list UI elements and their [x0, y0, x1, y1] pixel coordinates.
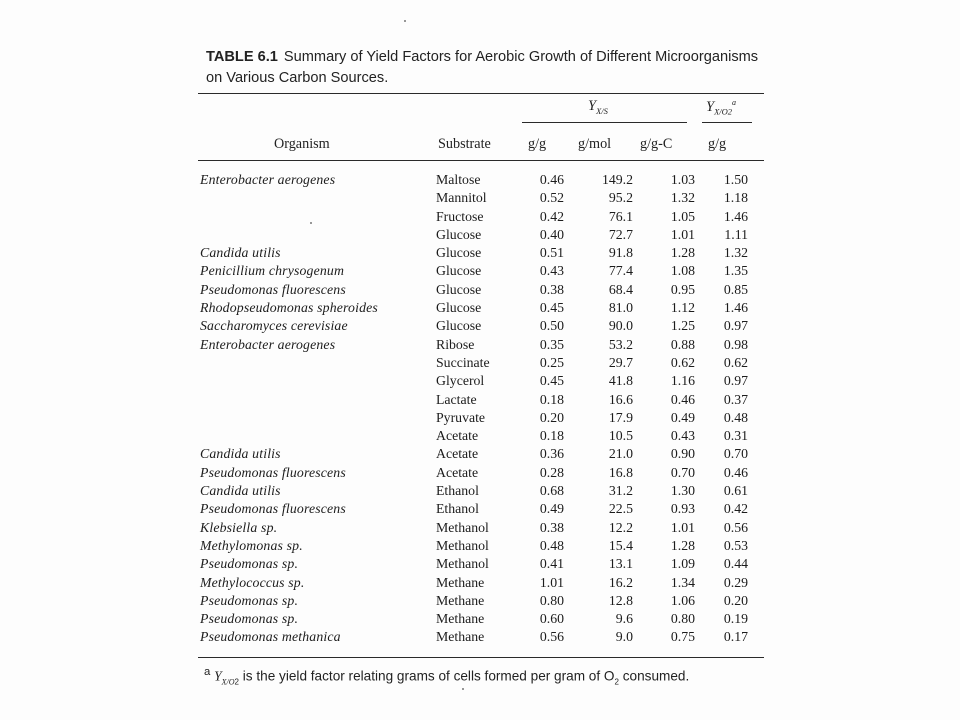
table-row: [200, 189, 748, 207]
yxs-gmol-cell: 91.8: [608, 245, 633, 261]
organism-cell: Methylomonas sp.: [200, 537, 303, 553]
substrate-cell: Ethanol: [436, 501, 479, 517]
top-rule: [198, 93, 764, 94]
yxo-gg-cell: 1.46: [723, 300, 748, 316]
table-row: [200, 592, 748, 610]
organism-cell: Candida utilis: [200, 446, 281, 462]
substrate-cell: Glucose: [436, 226, 482, 242]
yxo-gg-cell: 1.50: [723, 172, 748, 187]
yxs-gg-cell: 1.01: [539, 574, 564, 590]
caption-text: Summary of Yield Factors for Aerobic Growth of Different Microorganisms on Various Carbon Sources.: [206, 49, 759, 86]
yxs-gmol-cell: 90.0: [608, 318, 633, 334]
yxs-gmol-cell: 21.0: [608, 446, 633, 462]
yxs-gmol-cell: 68.4: [608, 281, 633, 297]
substrate-cell: Ethanol: [436, 483, 479, 499]
yxs-ggc-cell: 1.28: [670, 245, 695, 261]
yxs-ggc-cell: 1.16: [670, 373, 695, 389]
yxs-ggc-cell: 1.25: [670, 318, 695, 334]
yxs-ggc-cell: 1.01: [670, 519, 695, 535]
organism-cell: Enterobacter aerogenes: [200, 336, 336, 352]
table-row: [200, 519, 748, 537]
substrate-cell: Methanol: [436, 537, 489, 553]
yxo-gg-cell: 1.35: [723, 263, 748, 279]
substrate-cell: Acetate: [436, 428, 479, 444]
yxs-gg-cell: 0.35: [539, 336, 564, 352]
yxs-span-rule: [522, 122, 687, 123]
yxs-gmol-cell: 12.8: [608, 592, 633, 608]
organism-cell: Pseudomonas sp.: [200, 556, 299, 572]
organism-cell: [200, 208, 436, 226]
table-row: [200, 317, 748, 335]
yxo-gg-cell: 0.97: [723, 373, 748, 389]
yxs-gg-cell: 0.50: [539, 318, 564, 334]
yxs-gmol-cell: 29.7: [608, 354, 633, 370]
substrate-cell: Mannitol: [436, 190, 487, 206]
yxs-gg-cell: 0.28: [539, 464, 564, 480]
yxo-gg-cell: 0.85: [723, 281, 748, 297]
table-row: [200, 208, 748, 226]
substrate-cell: Methane: [436, 592, 485, 608]
substrate-cell: Pyruvate: [436, 409, 486, 425]
yxs-gmol-cell: 10.5: [608, 428, 633, 444]
yxs-ggc-cell: 0.88: [670, 336, 695, 352]
column-header-yxs-gmol: g/mol: [578, 136, 612, 152]
yxs-gg-cell: 0.51: [539, 245, 564, 261]
yxs-ggc-cell: 0.80: [670, 611, 695, 627]
substrate-cell: Lactate: [436, 391, 477, 407]
yxs-gmol-cell: 53.2: [608, 336, 633, 352]
organism-cell: [200, 409, 436, 427]
column-header-yxs-ggc: g/g-C: [640, 136, 673, 152]
organism-cell: Candida utilis: [200, 483, 281, 499]
table-row: [200, 500, 748, 518]
yxs-gmol-cell: 16.8: [608, 464, 633, 480]
yxo-span-rule: [702, 122, 752, 123]
header-rule: [198, 160, 764, 161]
table-row: [200, 464, 748, 482]
yxs-gg-cell: 0.68: [539, 483, 564, 499]
yxs-gmol-cell: 31.2: [608, 483, 633, 499]
yxs-gmol-cell: 16.6: [608, 391, 633, 407]
yxs-gmol-cell: 16.2: [608, 574, 633, 590]
yield-table-body: [200, 171, 748, 647]
yxo-gg-cell: 0.97: [723, 318, 748, 334]
yxo-gg-cell: 0.17: [723, 629, 748, 645]
substrate-cell: Methanol: [436, 556, 489, 572]
table-row: [200, 555, 748, 573]
table-row: [200, 610, 748, 628]
organism-cell: Enterobacter aerogenes: [200, 172, 336, 187]
table-row: [200, 171, 748, 189]
table-row: [200, 427, 748, 445]
yxs-gg-cell: 0.80: [539, 592, 564, 608]
yxs-gg-cell: 0.42: [539, 208, 564, 224]
yxs-gg-cell: 0.25: [539, 354, 564, 370]
substrate-cell: Maltose: [436, 172, 481, 187]
yxs-gmol-cell: 76.1: [608, 208, 633, 224]
yxo-gg-cell: 0.31: [723, 428, 748, 444]
yxo-gg-cell: 1.32: [723, 245, 748, 261]
yxs-gg-cell: 0.38: [539, 281, 564, 297]
yxs-ggc-cell: 0.95: [670, 281, 695, 297]
yxs-ggc-cell: 0.75: [670, 629, 695, 645]
organism-cell: Pseudomonas fluorescens: [200, 281, 346, 297]
organism-cell: [200, 354, 436, 372]
column-header-yxo-gg: g/g: [708, 136, 727, 152]
organism-cell: [200, 189, 436, 207]
table-row: [200, 574, 748, 592]
substrate-cell: Glucose: [436, 263, 482, 279]
organism-cell: Methylococcus sp.: [200, 574, 305, 590]
yxs-gg-cell: 0.18: [539, 428, 564, 444]
yxs-gg-cell: 0.49: [539, 501, 564, 517]
yxs-ggc-cell: 1.28: [670, 537, 695, 553]
yxs-gmol-cell: 17.9: [608, 409, 633, 425]
yxs-ggc-cell: 0.43: [670, 428, 695, 444]
yxs-gmol-cell: 22.5: [608, 501, 633, 517]
table-row: [200, 281, 748, 299]
yxo-gg-cell: 1.18: [723, 190, 748, 206]
yxo-gg-cell: 0.42: [723, 501, 748, 517]
yxs-ggc-cell: 0.70: [670, 464, 695, 480]
yxs-gg-cell: 0.45: [539, 300, 564, 316]
yxs-gmol-cell: 95.2: [608, 190, 633, 206]
organism-cell: Pseudomonas sp.: [200, 611, 299, 627]
substrate-cell: Fructose: [436, 208, 484, 224]
table-number: TABLE 6.1: [206, 49, 278, 65]
yxo-gg-cell: 1.11: [724, 226, 748, 242]
organism-cell: Candida utilis: [200, 245, 281, 261]
yxs-ggc-cell: 1.03: [670, 172, 695, 187]
organism-cell: [200, 391, 436, 409]
yxs-gmol-cell: 12.2: [608, 519, 633, 535]
yxs-gmol-cell: 77.4: [608, 263, 633, 279]
table-row: [200, 244, 748, 262]
yxs-ggc-cell: 1.32: [670, 190, 695, 206]
organism-cell: [200, 226, 436, 244]
yxs-ggc-cell: 0.62: [670, 354, 695, 370]
column-header-substrate: Substrate: [438, 136, 491, 152]
table-row: [200, 628, 748, 646]
yxs-ggc-cell: 0.49: [670, 409, 695, 425]
substrate-cell: Succinate: [436, 354, 490, 370]
table-row: [200, 336, 748, 354]
yxs-gg-cell: 0.38: [539, 519, 564, 535]
organism-cell: Pseudomonas sp.: [200, 592, 299, 608]
yxo-group-header: $Y_{X/O2}^a$: [706, 98, 737, 117]
organism-cell: Pseudomonas fluorescens: [200, 501, 346, 517]
substrate-cell: Ribose: [436, 336, 475, 352]
substrate-cell: Methane: [436, 629, 485, 645]
yxo-gg-cell: 0.70: [723, 446, 748, 462]
substrate-cell: Methane: [436, 611, 485, 627]
substrate-cell: Methane: [436, 574, 485, 590]
yxo-gg-cell: 0.37: [723, 391, 748, 407]
yxo-gg-cell: 0.61: [723, 483, 748, 499]
yxo-gg-cell: 0.29: [723, 574, 748, 590]
table-row: [200, 537, 748, 555]
column-header-organism: Organism: [274, 136, 330, 152]
yxs-gmol-cell: 13.1: [608, 556, 633, 572]
yxs-gmol-cell: 9.0: [615, 629, 633, 645]
table-row: [200, 354, 748, 372]
yxs-ggc-cell: 0.93: [670, 501, 695, 517]
yxs-gmol-cell: 9.6: [615, 611, 633, 627]
substrate-cell: Glycerol: [436, 373, 485, 389]
table-row: [200, 409, 748, 427]
yxs-ggc-cell: 1.12: [670, 300, 695, 316]
yxs-gg-cell: 0.40: [539, 226, 564, 242]
yxs-ggc-cell: 1.30: [670, 483, 695, 499]
yxs-gg-cell: 0.60: [539, 611, 564, 627]
yxs-ggc-cell: 0.90: [670, 446, 695, 462]
yxs-gg-cell: 0.45: [539, 373, 564, 389]
yxo-gg-cell: 0.53: [723, 537, 748, 553]
yxo-gg-cell: 0.19: [723, 611, 748, 627]
organism-cell: [200, 427, 436, 445]
organism-cell: Saccharomyces cerevisiae: [200, 318, 348, 334]
yxs-gmol-cell: 41.8: [608, 373, 633, 389]
yxs-ggc-cell: 1.01: [670, 226, 695, 242]
yxs-gmol-cell: 81.0: [608, 300, 633, 316]
yxs-ggc-cell: 1.08: [670, 263, 695, 279]
substrate-cell: Glucose: [436, 300, 482, 316]
substrate-cell: Acetate: [436, 446, 479, 462]
organism-cell: Penicillium chrysogenum: [200, 263, 345, 279]
yxs-gg-cell: 0.20: [539, 409, 564, 425]
table-row: [200, 391, 748, 409]
table-row: [200, 226, 748, 244]
table-row: [200, 482, 748, 500]
substrate-cell: Glucose: [436, 281, 482, 297]
yxs-gmol-cell: 149.2: [601, 172, 633, 187]
yxo-gg-cell: 0.20: [723, 592, 748, 608]
yield-table: [200, 171, 748, 647]
bottom-rule: [198, 657, 764, 658]
yxs-ggc-cell: 1.34: [670, 574, 695, 590]
organism-cell: Pseudomonas fluorescens: [200, 464, 346, 480]
yxo-gg-cell: 0.48: [723, 409, 748, 425]
footnote: $^a$ $Y_{X/O2}$ is the yield factor relating grams of cells formed per gram of $O_2$ consumed.: [204, 666, 690, 687]
yxs-ggc-cell: 1.05: [670, 208, 695, 224]
yxs-gg-cell: 0.52: [539, 190, 564, 206]
scan-speck: [404, 20, 406, 22]
organism-cell: Rhodopseudomonas spheroides: [200, 300, 378, 316]
table-caption: [206, 47, 766, 89]
yxo-gg-cell: 0.62: [723, 354, 748, 370]
yxs-gg-cell: 0.48: [539, 537, 564, 553]
yxo-gg-cell: 1.46: [723, 208, 748, 224]
yxs-group-header: $Y_{X/S}$: [588, 98, 608, 116]
column-header-yxs-gg: g/g: [528, 136, 547, 152]
organism-cell: [200, 372, 436, 390]
scan-speck: [462, 688, 464, 690]
yxs-gmol-cell: 72.7: [608, 226, 633, 242]
substrate-cell: Glucose: [436, 245, 482, 261]
table-row: [200, 372, 748, 390]
yxs-gg-cell: 0.43: [539, 263, 564, 279]
yxs-gg-cell: 0.41: [539, 556, 564, 572]
organism-cell: Pseudomonas methanica: [200, 629, 341, 645]
substrate-cell: Glucose: [436, 318, 482, 334]
yxo-gg-cell: 0.98: [723, 336, 748, 352]
yxo-gg-cell: 0.46: [723, 464, 748, 480]
substrate-cell: Methanol: [436, 519, 489, 535]
yxs-ggc-cell: 1.09: [670, 556, 695, 572]
yxo-gg-cell: 0.44: [723, 556, 748, 572]
yxs-ggc-cell: 0.46: [670, 391, 695, 407]
table-row: [200, 262, 748, 280]
table-row: [200, 299, 748, 317]
yxs-ggc-cell: 1.06: [670, 592, 695, 608]
yxs-gg-cell: 0.36: [539, 446, 564, 462]
yxo-gg-cell: 0.56: [723, 519, 748, 535]
table-row: [200, 445, 748, 463]
organism-cell: Klebsiella sp.: [200, 519, 278, 535]
yxs-gmol-cell: 15.4: [608, 537, 633, 553]
substrate-cell: Acetate: [436, 464, 479, 480]
yxs-gg-cell: 0.46: [539, 172, 564, 187]
yxs-gg-cell: 0.56: [539, 629, 564, 645]
yxs-gg-cell: 0.18: [539, 391, 564, 407]
